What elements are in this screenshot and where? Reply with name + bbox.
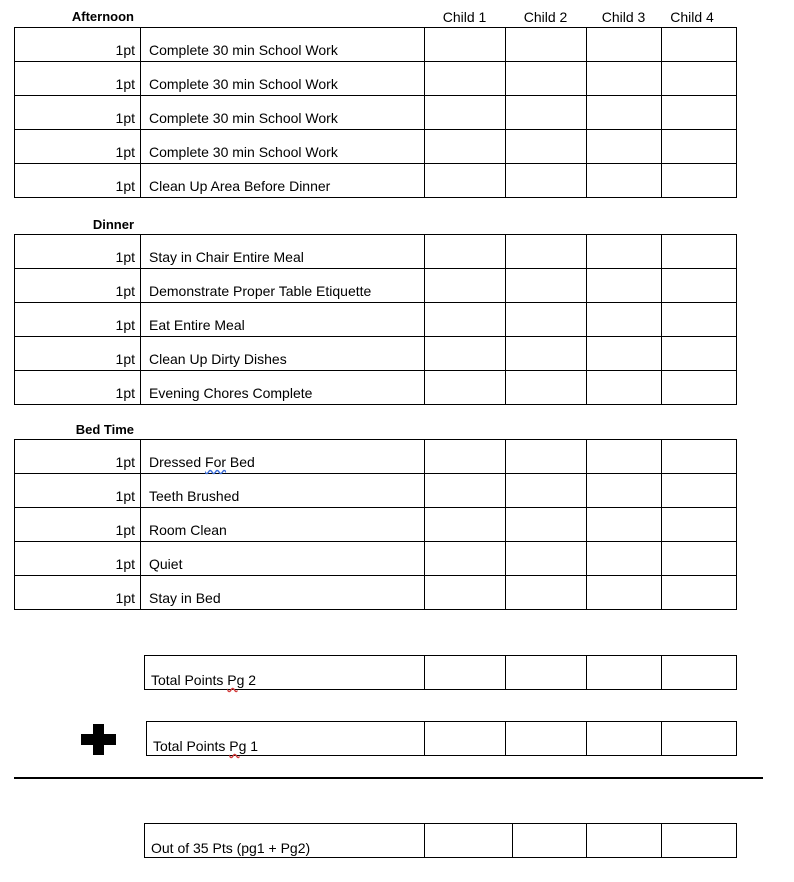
child-2-checkbox[interactable] [506, 576, 587, 610]
table-row [15, 164, 737, 198]
table-row [15, 96, 737, 130]
child-2-checkbox[interactable] [506, 337, 587, 371]
child-1-checkbox[interactable] [425, 235, 506, 269]
child-1-checkbox[interactable] [425, 62, 506, 96]
child-2-checkbox[interactable] [506, 235, 587, 269]
task-cell [141, 440, 425, 474]
total-label-text: Total Points [153, 738, 230, 754]
child-2-checkbox[interactable] [506, 269, 587, 303]
child-3-total-cell[interactable] [587, 656, 662, 690]
child-1-checkbox[interactable] [425, 440, 506, 474]
child-4-checkbox[interactable] [662, 371, 737, 405]
total-label-text: 1 [246, 738, 259, 754]
column-header-child-3: Child 3 [601, 9, 646, 25]
section-title-afternoon: Afternoon [71, 9, 134, 24]
task-cell: Room Clean [141, 508, 425, 542]
points-cell: 1pt [15, 303, 141, 337]
table-row [147, 722, 737, 756]
points-cell: 1pt [15, 164, 141, 198]
points-cell: 1pt [15, 371, 141, 405]
child-3-checkbox[interactable] [587, 303, 662, 337]
total-pg1-label [147, 722, 425, 756]
child-1-checkbox[interactable] [425, 474, 506, 508]
task-cell: Complete 30 min School Work [141, 130, 425, 164]
points-cell: 1pt [15, 474, 141, 508]
child-3-checkbox[interactable] [587, 508, 662, 542]
child-4-total-cell[interactable] [662, 722, 737, 756]
child-2-checkbox[interactable] [506, 508, 587, 542]
column-header-child-4: Child 4 [670, 9, 714, 25]
child-2-checkbox[interactable] [506, 474, 587, 508]
child-4-checkbox[interactable] [662, 269, 737, 303]
section-title-bedtime: Bed Time [75, 422, 134, 437]
child-2-checkbox[interactable] [506, 62, 587, 96]
child-1-checkbox[interactable] [425, 269, 506, 303]
table-row [15, 576, 737, 610]
task-cell: Clean Up Area Before Dinner [141, 164, 425, 198]
points-cell: 1pt [15, 28, 141, 62]
grammar-flagged-word: For [205, 454, 227, 470]
table-row [15, 508, 737, 542]
child-3-checkbox[interactable] [587, 62, 662, 96]
child-2-checkbox[interactable] [506, 440, 587, 474]
table-row [15, 62, 737, 96]
table-row [15, 440, 737, 474]
table-row [15, 337, 737, 371]
table-row [15, 542, 737, 576]
table-row [15, 269, 737, 303]
plus-icon [81, 724, 116, 755]
task-cell: Teeth Brushed [141, 474, 425, 508]
child-3-checkbox[interactable] [587, 542, 662, 576]
points-cell: 1pt [15, 96, 141, 130]
child-1-checkbox[interactable] [425, 164, 506, 198]
child-1-checkbox[interactable] [425, 337, 506, 371]
child-2-checkbox[interactable] [506, 164, 587, 198]
child-4-checkbox[interactable] [662, 542, 737, 576]
child-1-grand-total-cell[interactable] [425, 824, 513, 858]
child-2-checkbox[interactable] [506, 542, 587, 576]
table-row [15, 28, 737, 62]
child-4-checkbox[interactable] [662, 303, 737, 337]
child-4-checkbox[interactable] [662, 28, 737, 62]
child-2-total-cell[interactable] [506, 722, 587, 756]
spelling-flagged-word: Pg [227, 672, 245, 688]
column-header-child-1: Child 1 [442, 9, 487, 25]
total-pg1-table [146, 721, 737, 756]
task-cell: Complete 30 min School Work [141, 28, 425, 62]
column-header-child-2: Child 2 [523, 9, 568, 25]
points-cell: 1pt [15, 542, 141, 576]
table-row [15, 474, 737, 508]
afternoon-table [14, 27, 737, 198]
task-text: Dressed [149, 454, 206, 470]
task-cell: Eat Entire Meal [141, 303, 425, 337]
child-2-total-cell[interactable] [506, 656, 587, 690]
child-2-checkbox[interactable] [506, 303, 587, 337]
task-cell: Clean Up Dirty Dishes [141, 337, 425, 371]
grand-total-label: Out of 35 Pts (pg1 + Pg2) [145, 824, 425, 858]
child-3-checkbox[interactable] [587, 269, 662, 303]
child-4-checkbox[interactable] [662, 96, 737, 130]
task-cell: Stay in Bed [141, 576, 425, 610]
child-4-checkbox[interactable] [662, 474, 737, 508]
section-title-dinner: Dinner [92, 217, 134, 232]
child-3-checkbox[interactable] [587, 474, 662, 508]
task-cell: Complete 30 min School Work [141, 96, 425, 130]
child-2-grand-total-cell[interactable] [513, 824, 587, 858]
child-1-checkbox[interactable] [425, 96, 506, 130]
table-row [145, 656, 737, 690]
table-row [15, 235, 737, 269]
child-4-checkbox[interactable] [662, 440, 737, 474]
spelling-flagged-word: Pg [229, 738, 247, 754]
child-4-checkbox[interactable] [662, 130, 737, 164]
table-row [15, 130, 737, 164]
child-3-checkbox[interactable] [587, 28, 662, 62]
points-cell: 1pt [15, 576, 141, 610]
bedtime-table [14, 439, 737, 610]
child-3-total-cell[interactable] [587, 722, 662, 756]
child-3-checkbox[interactable] [587, 576, 662, 610]
child-3-checkbox[interactable] [587, 130, 662, 164]
child-1-checkbox[interactable] [425, 371, 506, 405]
child-4-total-cell[interactable] [662, 656, 737, 690]
points-cell: 1pt [15, 62, 141, 96]
task-cell: Complete 30 min School Work [141, 62, 425, 96]
child-2-checkbox[interactable] [506, 28, 587, 62]
points-cell: 1pt [15, 130, 141, 164]
child-2-checkbox[interactable] [506, 96, 587, 130]
child-3-grand-total-cell[interactable] [587, 824, 662, 858]
child-1-checkbox[interactable] [425, 130, 506, 164]
child-3-checkbox[interactable] [587, 96, 662, 130]
child-1-total-cell[interactable] [425, 722, 506, 756]
child-3-checkbox[interactable] [587, 440, 662, 474]
child-1-total-cell[interactable] [425, 656, 506, 690]
task-cell: Stay in Chair Entire Meal [141, 235, 425, 269]
total-label-text: 2 [244, 672, 257, 688]
task-text: Bed [226, 454, 255, 470]
child-4-checkbox[interactable] [662, 508, 737, 542]
child-1-checkbox[interactable] [425, 303, 506, 337]
child-3-checkbox[interactable] [587, 235, 662, 269]
child-3-checkbox[interactable] [587, 371, 662, 405]
task-cell: Quiet [141, 542, 425, 576]
table-row [145, 824, 737, 858]
total-pg2-label [145, 656, 425, 690]
child-1-checkbox[interactable] [425, 28, 506, 62]
total-label-text: Total Points [151, 672, 228, 688]
total-pg2-table [144, 655, 737, 690]
dinner-table [14, 234, 737, 405]
grand-total-table [144, 823, 737, 858]
child-1-checkbox[interactable] [425, 508, 506, 542]
child-1-checkbox[interactable] [425, 576, 506, 610]
points-cell: 1pt [15, 440, 141, 474]
child-2-checkbox[interactable] [506, 130, 587, 164]
task-cell: Evening Chores Complete [141, 371, 425, 405]
table-row [15, 371, 737, 405]
child-3-checkbox[interactable] [587, 164, 662, 198]
points-cell: 1pt [15, 269, 141, 303]
child-4-checkbox[interactable] [662, 337, 737, 371]
task-cell: Demonstrate Proper Table Etiquette [141, 269, 425, 303]
child-4-grand-total-cell[interactable] [662, 824, 737, 858]
child-3-checkbox[interactable] [587, 337, 662, 371]
child-4-checkbox[interactable] [662, 576, 737, 610]
points-cell: 1pt [15, 337, 141, 371]
child-4-checkbox[interactable] [662, 164, 737, 198]
table-row [15, 303, 737, 337]
points-cell: 1pt [15, 235, 141, 269]
points-cell: 1pt [15, 508, 141, 542]
sum-divider-line [14, 777, 763, 779]
child-2-checkbox[interactable] [506, 371, 587, 405]
child-1-checkbox[interactable] [425, 542, 506, 576]
child-4-checkbox[interactable] [662, 235, 737, 269]
child-4-checkbox[interactable] [662, 62, 737, 96]
